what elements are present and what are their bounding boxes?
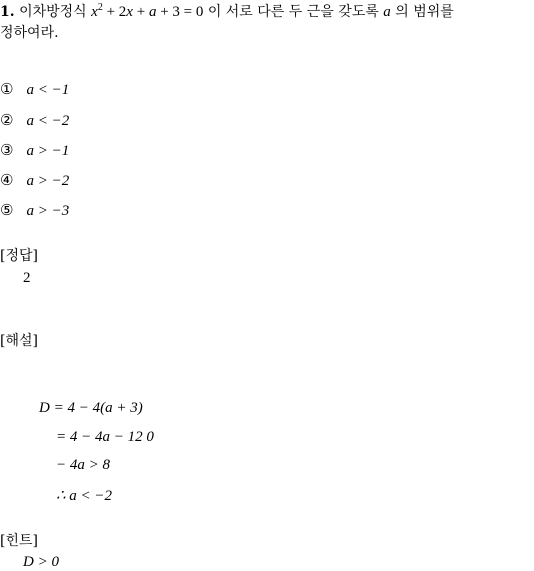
choice-5[interactable] [0, 201, 69, 220]
question-text-post: 의 범위를 [395, 4, 454, 20]
choice-2-expr: a < −2 [26, 113, 70, 129]
answer-value: 2 [23, 270, 31, 286]
choice-3[interactable] [0, 141, 69, 160]
choice-5-expr: a > −3 [26, 203, 70, 219]
choice-1-expr: a < −1 [26, 82, 70, 98]
choice-2[interactable] [0, 111, 69, 130]
solution-line-1: D = 4 − 4(a + 3) [39, 400, 143, 416]
answer-label: [정답] [0, 248, 38, 264]
question-text-mid: 이 서로 다른 두 근을 갖도록 [207, 4, 379, 20]
choice-4-mark: ④ [0, 171, 14, 189]
solution-line-2: = 4 − 4a − 12 0 [56, 429, 154, 445]
choice-5-mark: ⑤ [0, 201, 14, 219]
choice-4-expr: a > −2 [26, 173, 70, 189]
question-equation: $x^2 + 2x + a + 3 = 0$ [91, 2, 204, 20]
question-text-pre: 이차방정식 [19, 4, 87, 20]
hint-text: D > 0 [23, 554, 59, 570]
hint-label: [힌트] [0, 533, 38, 549]
question-variable: a [383, 4, 391, 20]
choice-2-mark: ② [0, 111, 14, 129]
solution-label: [해설] [0, 333, 38, 349]
choice-3-expr: a > −1 [26, 143, 70, 159]
question-line-1 [0, 1, 454, 23]
question-number: 1. [0, 4, 15, 20]
solution-line-3: − 4a > 8 [56, 457, 110, 473]
choice-4[interactable] [0, 171, 69, 190]
choice-1[interactable] [0, 80, 69, 99]
solution-line-4: ∴ a < −2 [56, 488, 113, 504]
question-line-2: 정하여라. [0, 25, 59, 41]
choice-1-mark: ① [0, 80, 14, 98]
choice-3-mark: ③ [0, 141, 14, 159]
